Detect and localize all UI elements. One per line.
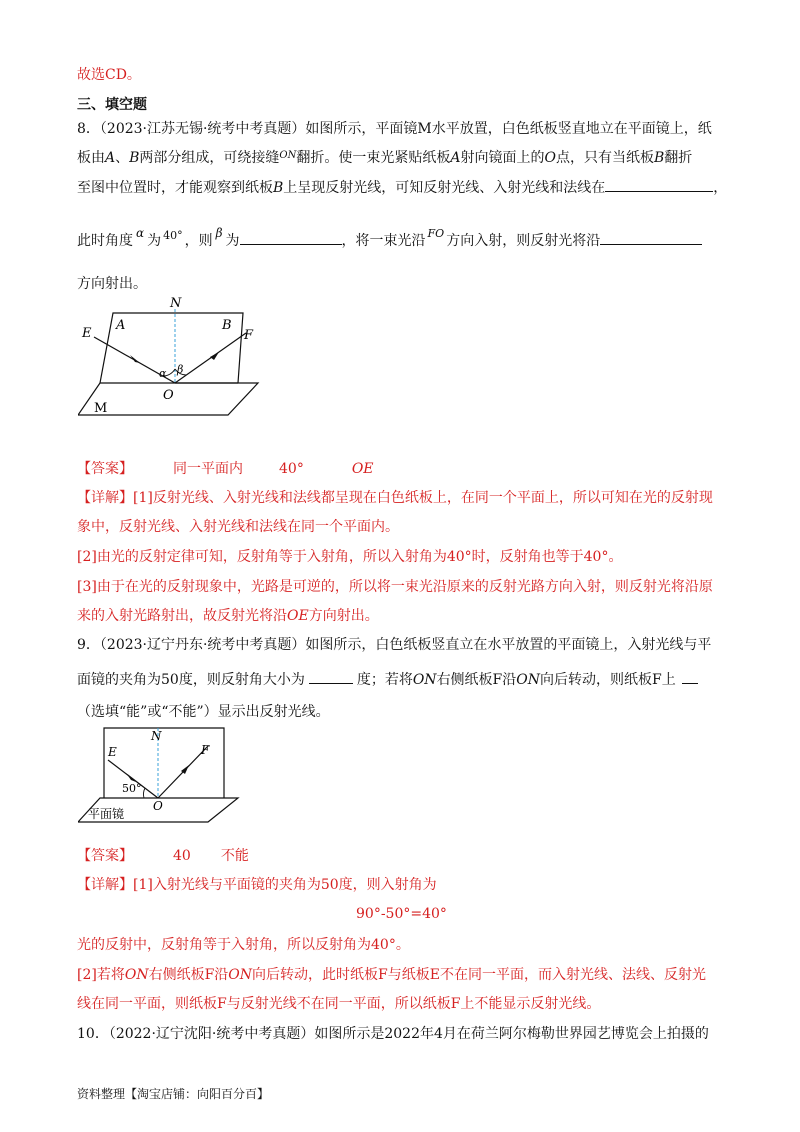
q9-label-O: O: [153, 799, 163, 813]
q9-detail-2: 光的反射中，反射角等于入射角，所以反射角为40°。: [77, 937, 410, 953]
q9-blank-1[interactable]: [309, 669, 353, 684]
q8-line-2: 板由A、B两部分组成，可绕接缝$^{ON}$翻折。使一束光紧贴纸板A射向镜面上的O点，只有当纸板B翻折: [77, 150, 693, 166]
q8-label-N: N: [170, 296, 182, 311]
section-title: 三、填空题: [77, 97, 147, 113]
q8-blank-1[interactable]: [605, 177, 713, 192]
q8-detail-2: [2]由光的反射定律可知，反射角等于入射角，所以入射角为40°时，反射角也等于40°。: [77, 549, 623, 565]
footer: 资料整理【淘宝店铺：向阳百分百】: [77, 1087, 270, 1101]
q9-label-F: F: [201, 743, 210, 757]
q8-label-A: A: [116, 318, 126, 333]
q9-detail-1: 【详解】[1]入射光线与平面镜的夹角为50度，则入射角为: [77, 877, 437, 893]
q8-label-B: B: [222, 318, 232, 333]
q8-line-1: 8．（2023·江苏无锡·统考中考真题）如图所示，平面镜M水平放置，白色纸板竖直地立在平面镜上，纸: [77, 121, 712, 137]
q8-label-beta: β: [177, 363, 184, 376]
q8-label-E: E: [82, 326, 92, 341]
prev-conclusion: 故选CD。: [77, 67, 141, 83]
q8-label-M: M: [94, 401, 108, 416]
q8-line-4: 此时角度 α 为 $^{40^\circ}$ ，则 β 为 ，将一束光沿 $^{FO}$ 方向入射，则反射光将沿: [77, 226, 702, 250]
q8-blank-2[interactable]: [240, 230, 342, 245]
q9-blank-2[interactable]: [682, 669, 698, 684]
q8-detail-1a: 【详解】[1]反射光线、入射光线和法线都呈现在白色纸板上，在同一个平面上，所以可知在光的反射现: [77, 490, 713, 506]
q8-reflection-diagram: [78, 295, 278, 420]
q8-label-O: O: [163, 388, 174, 403]
q9-line-2: 面镜的夹角为50度，则反射角大小为 度；若将ON右侧纸板F沿ON向后转动，则纸板F上: [77, 669, 698, 689]
q9-label-N: N: [151, 729, 162, 743]
q10-line-1: 10．（2022·辽宁沈阳·统考中考真题）如图所示是2022年4月在荷兰阿尔梅勒世界园艺博览会上拍摄的: [77, 1026, 709, 1042]
q8-blank-3[interactable]: [600, 230, 702, 245]
q9-detail-3b: 线在同一平面，则纸板F与反射光线不在同一平面，所以纸板F上不能显示反射光线。: [77, 996, 601, 1012]
q8-detail-1b: 象中，反射光线、入射光线和法线在同一个平面内。: [77, 519, 399, 535]
q9-answer: 【答案】 40 不能: [77, 848, 249, 864]
q9-formula: 90°-50°=40°: [356, 906, 447, 922]
q8-line-3: 至图中位置时，才能观察到纸板B上呈现反射光线，可知反射光线、入射光线和法线在 ，: [77, 177, 727, 197]
q9-line-1: 9．（2023·辽宁丹东·统考中考真题）如图所示，白色纸板竖直立在水平放置的平面镜上，入射光线与平: [77, 637, 712, 653]
q8-label-F: F: [244, 328, 254, 343]
q8-line-5: 方向射出。: [77, 276, 147, 292]
q8-detail-3a: [3]由于在光的反射现象中，光路是可逆的，所以将一束光沿原来的反射光路方向入射，则反射光将沿原: [77, 579, 713, 595]
q8-label-alpha: α: [159, 367, 167, 380]
q9-label-mirror: 平面镜: [88, 807, 125, 821]
q9-label-E: E: [108, 745, 117, 759]
q9-line-3: （选填“能”或“不能”）显示出反射光线。: [77, 704, 330, 720]
q8-answer: 【答案】 同一平面内 40° OE: [77, 461, 374, 477]
q9-detail-3a: [2]若将ON右侧纸板F沿ON向后转动，此时纸板F与纸板E不在同一平面，而入射光线、法线、反射光: [77, 967, 706, 983]
q9-reflection-diagram: [78, 724, 248, 824]
q8-detail-3b: 来的入射光路射出，故反射光将沿OE方向射出。: [77, 608, 379, 624]
q9-label-angle: 50°: [122, 782, 142, 795]
